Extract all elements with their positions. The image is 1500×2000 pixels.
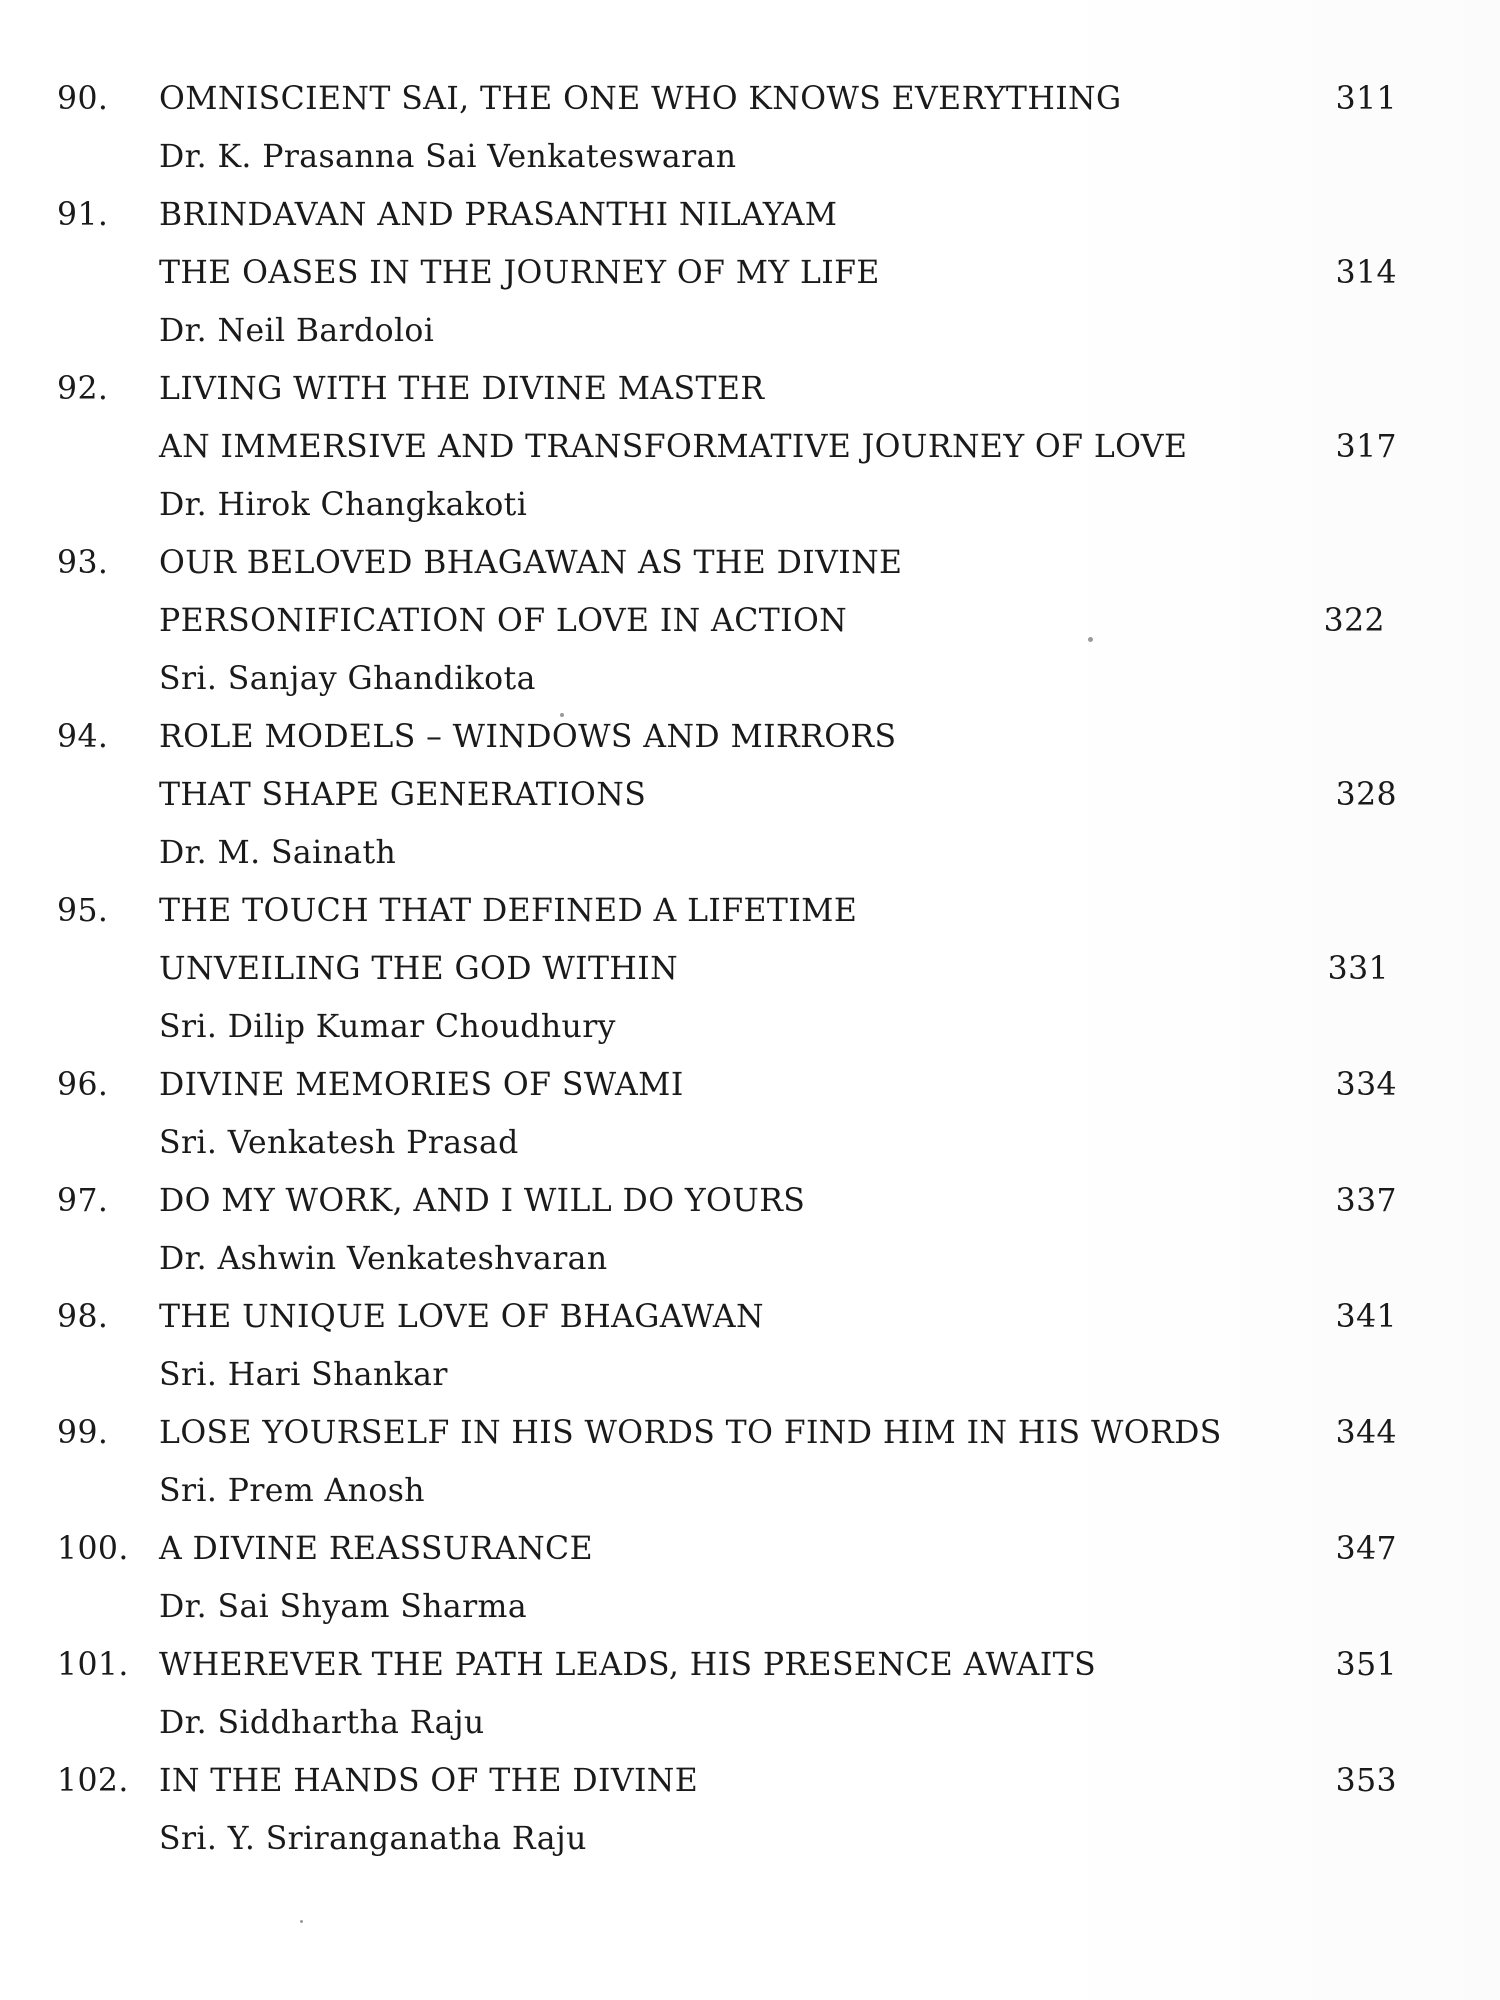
entry-number: 102. bbox=[57, 1763, 129, 1799]
entry-title-continued: PERSONIFICATION OF LOVE IN ACTION bbox=[159, 603, 848, 639]
table-of-contents bbox=[57, 70, 1397, 1868]
entry-author: Dr. Sai Shyam Sharma bbox=[159, 1589, 528, 1625]
toc-entry-90[interactable] bbox=[57, 70, 1397, 186]
entry-number: 95. bbox=[57, 893, 109, 929]
toc-entry-93[interactable] bbox=[57, 534, 1397, 708]
entry-title-continued: AN IMMERSIVE AND TRANSFORMATIVE JOURNEY OF LOVE bbox=[159, 429, 1188, 465]
toc-entry-99[interactable] bbox=[57, 1404, 1397, 1520]
toc-title-line bbox=[57, 1172, 1397, 1230]
toc-title-line bbox=[57, 1636, 1397, 1694]
toc-author-line bbox=[57, 1230, 1397, 1288]
toc-title-line bbox=[57, 186, 1397, 244]
entry-title: WHEREVER THE PATH LEADS, HIS PRESENCE AWAITS bbox=[159, 1647, 1097, 1683]
toc-title-line bbox=[57, 592, 1397, 650]
entry-page-number: 322 bbox=[1323, 603, 1385, 639]
entry-author: Dr. Neil Bardoloi bbox=[159, 313, 435, 349]
toc-entry-97[interactable] bbox=[57, 1172, 1397, 1288]
toc-title-line bbox=[57, 882, 1397, 940]
entry-page-number: 334 bbox=[1335, 1067, 1397, 1103]
entry-title: OUR BELOVED BHAGAWAN AS THE DIVINE bbox=[159, 545, 903, 581]
entry-title: DO MY WORK, AND I WILL DO YOURS bbox=[159, 1183, 806, 1219]
entry-number: 99. bbox=[57, 1415, 109, 1451]
entry-number: 94. bbox=[57, 719, 109, 755]
entry-page-number: 341 bbox=[1335, 1299, 1397, 1335]
toc-entry-92[interactable] bbox=[57, 360, 1397, 534]
entry-number: 98. bbox=[57, 1299, 109, 1335]
toc-author-line bbox=[57, 476, 1397, 534]
entry-number: 92. bbox=[57, 371, 109, 407]
entry-number: 90. bbox=[57, 81, 109, 117]
entry-number: 101. bbox=[57, 1647, 129, 1683]
entry-author: Sri. Dilip Kumar Choudhury bbox=[159, 1009, 616, 1045]
entry-page-number: 314 bbox=[1335, 255, 1397, 291]
toc-title-line bbox=[57, 766, 1397, 824]
toc-title-line bbox=[57, 1752, 1397, 1810]
toc-author-line bbox=[57, 1578, 1397, 1636]
print-speck bbox=[300, 1920, 303, 1923]
entry-page-number: 328 bbox=[1335, 777, 1397, 813]
entry-title: ROLE MODELS – WINDOWS AND MIRRORS bbox=[159, 719, 897, 755]
entry-page-number: 317 bbox=[1335, 429, 1397, 465]
entry-page-number: 347 bbox=[1335, 1531, 1397, 1567]
toc-title-line bbox=[57, 360, 1397, 418]
entry-title-continued: UNVEILING THE GOD WITHIN bbox=[159, 951, 679, 987]
toc-title-line bbox=[57, 1520, 1397, 1578]
entry-number: 93. bbox=[57, 545, 109, 581]
toc-author-line bbox=[57, 650, 1397, 708]
entry-author: Sri. Venkatesh Prasad bbox=[159, 1125, 519, 1161]
entry-title: A DIVINE REASSURANCE bbox=[159, 1531, 593, 1567]
entry-title: THE TOUCH THAT DEFINED A LIFETIME bbox=[159, 893, 858, 929]
entry-page-number: 351 bbox=[1335, 1647, 1397, 1683]
entry-title: BRINDAVAN AND PRASANTHI NILAYAM bbox=[159, 197, 838, 233]
toc-title-line bbox=[57, 418, 1397, 476]
toc-entry-95[interactable] bbox=[57, 882, 1397, 1056]
toc-entry-91[interactable] bbox=[57, 186, 1397, 360]
toc-title-line bbox=[57, 1288, 1397, 1346]
toc-entry-101[interactable] bbox=[57, 1636, 1397, 1752]
entry-author: Sri. Prem Anosh bbox=[159, 1473, 425, 1509]
entry-number: 100. bbox=[57, 1531, 129, 1567]
entry-title: LOSE YOURSELF IN HIS WORDS TO FIND HIM IN HIS WORDS bbox=[159, 1415, 1222, 1451]
toc-author-line bbox=[57, 1810, 1397, 1868]
toc-title-line bbox=[57, 1404, 1397, 1462]
entry-number: 91. bbox=[57, 197, 109, 233]
entry-author: Dr. K. Prasanna Sai Venkateswaran bbox=[159, 139, 737, 175]
entry-author: Sri. Y. Sriranganatha Raju bbox=[159, 1821, 587, 1857]
toc-entry-96[interactable] bbox=[57, 1056, 1397, 1172]
entry-title: IN THE HANDS OF THE DIVINE bbox=[159, 1763, 699, 1799]
toc-author-line bbox=[57, 128, 1397, 186]
entry-title-continued: THE OASES IN THE JOURNEY OF MY LIFE bbox=[159, 255, 880, 291]
entry-title-continued: THAT SHAPE GENERATIONS bbox=[159, 777, 647, 813]
entry-page-number: 311 bbox=[1335, 81, 1397, 117]
toc-title-line bbox=[57, 708, 1397, 766]
toc-author-line bbox=[57, 302, 1397, 360]
toc-entry-94[interactable] bbox=[57, 708, 1397, 882]
entry-number: 97. bbox=[57, 1183, 109, 1219]
toc-title-line bbox=[57, 534, 1397, 592]
toc-author-line bbox=[57, 824, 1397, 882]
entry-title: LIVING WITH THE DIVINE MASTER bbox=[159, 371, 765, 407]
entry-page-number: 331 bbox=[1327, 951, 1389, 987]
toc-author-line bbox=[57, 1114, 1397, 1172]
toc-author-line bbox=[57, 1694, 1397, 1752]
entry-number: 96. bbox=[57, 1067, 109, 1103]
entry-title: DIVINE MEMORIES OF SWAMI bbox=[159, 1067, 684, 1103]
entry-author: Dr. Hirok Changkakoti bbox=[159, 487, 528, 523]
toc-title-line bbox=[57, 244, 1397, 302]
entry-author: Dr. Ashwin Venkateshvaran bbox=[159, 1241, 608, 1277]
entry-page-number: 344 bbox=[1335, 1415, 1397, 1451]
entry-page-number: 337 bbox=[1335, 1183, 1397, 1219]
entry-author: Dr. M. Sainath bbox=[159, 835, 397, 871]
toc-entry-100[interactable] bbox=[57, 1520, 1397, 1636]
entry-page-number: 353 bbox=[1335, 1763, 1397, 1799]
toc-author-line bbox=[57, 998, 1397, 1056]
toc-title-line bbox=[57, 940, 1397, 998]
toc-author-line bbox=[57, 1462, 1397, 1520]
toc-entry-98[interactable] bbox=[57, 1288, 1397, 1404]
toc-title-line bbox=[57, 70, 1397, 128]
entry-title: THE UNIQUE LOVE OF BHAGAWAN bbox=[159, 1299, 764, 1335]
toc-title-line bbox=[57, 1056, 1397, 1114]
toc-author-line bbox=[57, 1346, 1397, 1404]
entry-title: OMNISCIENT SAI, THE ONE WHO KNOWS EVERYTHING bbox=[159, 81, 1122, 117]
entry-author: Sri. Sanjay Ghandikota bbox=[159, 661, 536, 697]
entry-author: Dr. Siddhartha Raju bbox=[159, 1705, 485, 1741]
toc-entry-102[interactable] bbox=[57, 1752, 1397, 1868]
entry-author: Sri. Hari Shankar bbox=[159, 1357, 448, 1393]
